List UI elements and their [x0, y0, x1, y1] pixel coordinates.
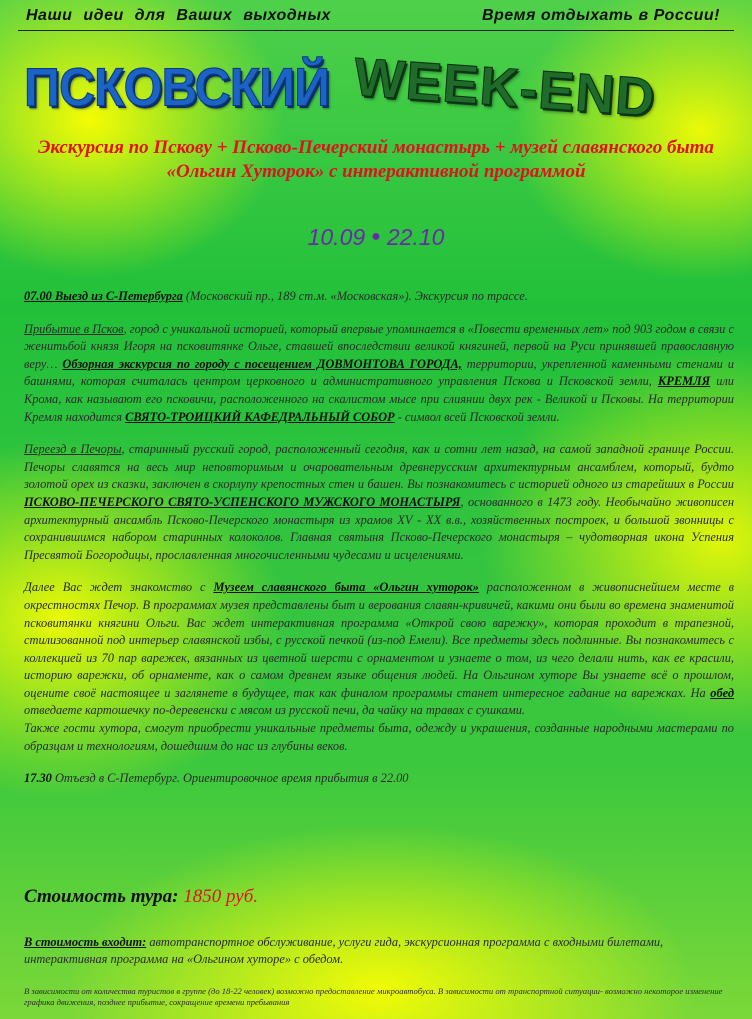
tour-program [24, 288, 734, 803]
pskov-text-3: или Крома, как называют его псковичи, расположенного на скалистом мысе при слиянии двух рек - Великой и Псковы. На территории Кремля находится [24, 374, 734, 424]
price-value: 1850 руб. [183, 886, 259, 907]
pskov-text-4: - символ всей Псковской земли. [394, 409, 560, 424]
price-includes [24, 934, 714, 968]
pskov-lead: Прибытие в Псков [24, 321, 124, 336]
pskov-text-1: , город с уникальной историей, который впервые упоминается в «Повести временных лет» под 903 годом в связи с женитьбой князя Игоря на псковитянке Ольге, ставшей впоследствии великой княгиней, первой на Руси принявшей православную веру… [24, 321, 734, 371]
program-pskov [24, 321, 734, 427]
return-time: 17.30 [24, 771, 52, 786]
price-label: Стоимость тура: [24, 886, 184, 907]
departure-time: 07.00 Выезд из С-Петербурга [24, 289, 183, 303]
program-return [24, 770, 734, 788]
museum-text-3: отведаете картошечку по-деревенски с мясом из русской печи, да чайку на травах с сушками. [24, 703, 526, 718]
return-text: Отъезд в С-Петербург. Ориентировочное время прибытия в 22.00 [51, 771, 409, 786]
pechory-text-2: , основанного в 1473 году. Необычайно живописен архитектурный ансамбль Псково-Печерского монастыря из храмов XV - XX в.в., хозяйственных построек, и большой звонницы с сохранившимся набором старинных колоколов. Главная святыня Псково-Печерского монастыря – чудотворная икона Успения Пресвятой Богородицы, прославленная многочисленными чудесами и исцелениями. [24, 494, 735, 562]
date-end: 22.10 [386, 224, 445, 250]
museum-text-2: расположенном в живописнейшем месте в окрестностях Печор. В программах музея представлены быт и верования славян-кривичей, какими они были во времена знаменитой псковитянки княгини Ольги. Вас ждет интерактивная программа «Открой свою варежку», которая проходит в трапезной, стилизованной под интерьер славянской избы, с русской печкой (из-под Емели). Все предметы здесь подлинные. Вы познакомитесь с коллекцией из 70 пар варежек, вязанных из цветной шерсти с орнаментом и узнаете о том, из чего делали нить, как ее красили, историю варежки, об орнаменте, как о самом древнем языке общения людей. На Ольгином хуторе Вы узнаете всё о прошлом, оцените своё настоящее и заглянете в будущее, так как финалом программы станет интересное гадание на варежках. На [24, 580, 735, 700]
museum-text-4: Также гости хутора, смогут приобрести уникальные предметы быта, одежду и украшения, созданные народными мастерами по образцам и технологиям, дошедшим до нас из глубины веков. [24, 721, 734, 753]
includes-text: автотранспортное обслуживание, услуги гида, экскурсионная программа с входными билетами, интерактивная программа на «Ольгином хуторе» с обедом. [24, 935, 664, 966]
header-slogan-left: Наши идеи для Ваших выходных [26, 7, 331, 24]
date-start: 10.09 [307, 224, 366, 250]
tour-price [24, 886, 258, 908]
header-bar [18, 4, 734, 31]
tour-subtitle: Экскурсия по Пскову + Псково-Печерский монастырь + музей славянского быта «Ольгин Хуторок» с интерактивной программой [38, 137, 714, 182]
pechory-text-1: , старинный русский город, расположенный сегодня, как и сотни лет назад, на самой западной границе России. Печоры славятся на весь мир неповторимым и очаровательным древнерусским архитектурным ансамблем, который, будто золотой орех из сказки, заключен в скорлупу крепостных стен и башен. Вы познакомитесь с историей одного из старейших в России [24, 442, 734, 492]
pechory-lead: Переезд в Печоры [24, 442, 122, 457]
monastery-highlight: ПСКОВО-ПЕЧЕРСКОГО СВЯТО-УСПЕНСКОГО МУЖСКОГО МОНАСТЫРЯ [24, 494, 461, 509]
tour-dates [0, 224, 752, 251]
footnote: В зависимости от количества туристов в группе (до 18-22 человек) возможно предоставление микроавтобуса. В зависимости от транспортной ситуации- возможно некоторое изменение графика движения, позднее прибытие, сокращение времени пребывания [24, 986, 723, 1007]
title-pskovsky: ПСКОВСКИЙ [24, 57, 330, 118]
museum-highlight: Музеем славянского быта «Ольгин хуторок» [213, 580, 479, 595]
program-departure [24, 288, 734, 306]
pskov-tour-highlight: Обзорная экскурсия по городу с посещением ДОВМОНТОВА ГОРОДА, [62, 356, 462, 371]
kremlin-highlight: КРЕМЛЯ [657, 374, 711, 389]
tour-title [24, 47, 736, 128]
cathedral-highlight: СВЯТО-ТРОИЦКИЙ КАФЕДРАЛЬНЫЙ СОБОР [125, 409, 395, 424]
pskov-text-2: территории, укрепленной каменными стенами и башнями, которая считалась центром церковного и административного управления Пскова и Псковской земли, [24, 356, 734, 389]
date-separator-dot: ● [371, 228, 381, 245]
program-museum [24, 579, 734, 755]
museum-text-1: Далее Вас ждет знакомство с [24, 580, 214, 595]
includes-label: В стоимость входит: [24, 935, 147, 949]
program-pechory [24, 441, 734, 564]
lunch-highlight: обед [710, 685, 734, 700]
title-weekend: WEEK-END [351, 47, 658, 128]
header-slogan-right: Время отдыхать в России! [481, 7, 720, 24]
departure-text: (Московский пр., 189 ст.м. «Московская»). Экскурсия по трассе. [182, 289, 528, 303]
